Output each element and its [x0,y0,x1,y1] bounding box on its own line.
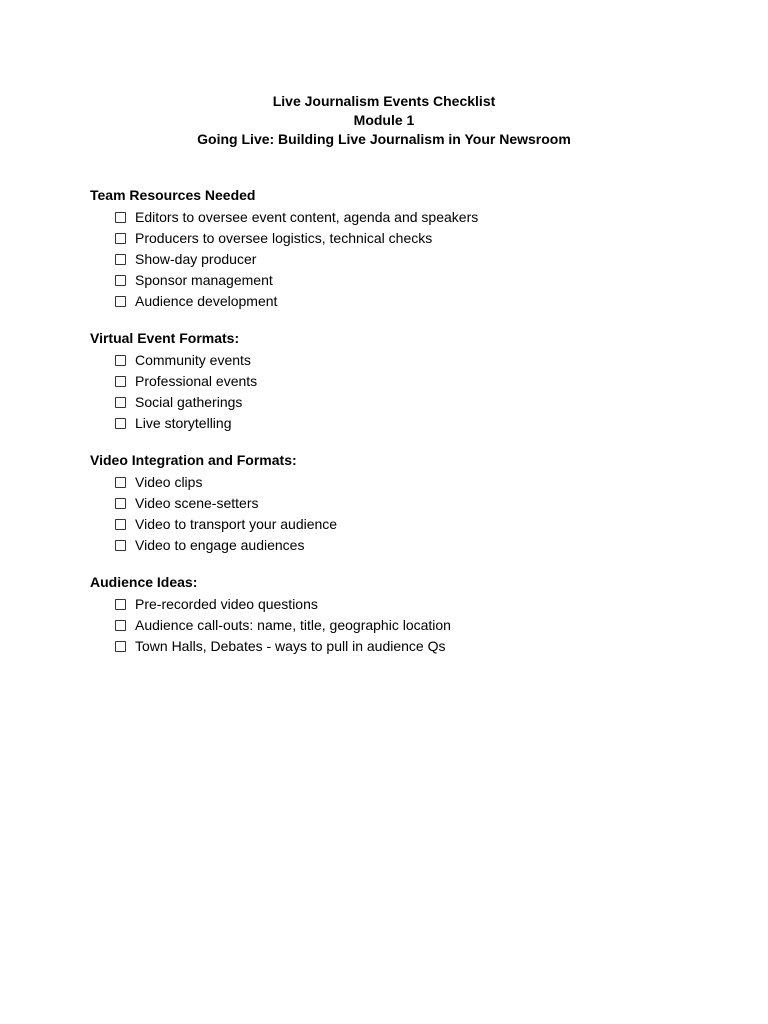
checklist-item-label: Professional events [135,373,258,389]
section-team-resources [90,186,690,312]
checklist-item-label: Community events [135,352,251,368]
section-video-integration [90,451,690,556]
document-subtitle: Going Live: Building Live Journalism in Your Newsroom [197,131,571,147]
section-heading: Video Integration and Formats: [90,452,297,468]
checkbox[interactable] [115,296,126,307]
checklist-item [90,350,690,371]
checklist-item-label: Live storytelling [135,415,232,431]
checklist-item [90,535,690,556]
checklist-item-label: Video clips [135,474,203,490]
checklist [90,207,690,312]
checkbox[interactable] [115,620,126,631]
checklist-item-label: Producers to oversee logistics, technical checks [135,230,433,246]
checkbox[interactable] [115,498,126,509]
checkbox[interactable] [115,418,126,429]
checklist-content [90,186,690,674]
checklist-item-label: Sponsor management [135,272,273,288]
checklist [90,594,690,657]
checklist-item [90,228,690,249]
checklist-item [90,636,690,657]
checkbox[interactable] [115,233,126,244]
checklist-item-label: Video to transport your audience [135,516,338,532]
section-heading: Virtual Event Formats: [90,330,240,346]
checklist-item-label: Pre-recorded video questions [135,596,318,612]
checklist-item [90,472,690,493]
checklist-item [90,493,690,514]
checklist-item [90,207,690,228]
checkbox[interactable] [115,254,126,265]
checkbox[interactable] [115,540,126,551]
section-virtual-event-formats [90,329,690,434]
checklist-item [90,291,690,312]
checkbox[interactable] [115,397,126,408]
checklist-item-label: Video scene-setters [135,495,259,511]
checkbox[interactable] [115,519,126,530]
checklist-item-label: Audience call-outs: name, title, geographic location [135,617,451,633]
checkbox[interactable] [115,376,126,387]
checklist-item [90,371,690,392]
checklist-item [90,594,690,615]
checklist-item-label: Social gatherings [135,394,243,410]
checkbox[interactable] [115,355,126,366]
section-heading: Audience Ideas: [90,574,198,590]
checklist-item-label: Audience development [135,293,278,309]
checklist-item-label: Show-day producer [135,251,257,267]
checklist [90,472,690,556]
checklist-item [90,270,690,291]
checklist [90,350,690,434]
checklist-item-label: Video to engage audiences [135,537,305,553]
checklist-item [90,514,690,535]
checkbox[interactable] [115,212,126,223]
document-title: Live Journalism Events Checklist [272,93,496,109]
checkbox[interactable] [115,477,126,488]
checkbox[interactable] [115,275,126,286]
checkbox[interactable] [115,599,126,610]
module-label: Module 1 [353,112,415,128]
checkbox[interactable] [115,641,126,652]
section-heading: Team Resources Needed [90,187,256,203]
document-header [0,92,768,149]
checklist-item-label: Editors to oversee event content, agenda and speakers [135,209,479,225]
checklist-item [90,392,690,413]
checklist-item [90,249,690,270]
section-audience-ideas [90,573,690,657]
checklist-item [90,413,690,434]
checklist-item [90,615,690,636]
checklist-item-label: Town Halls, Debates - ways to pull in audience Qs [135,638,446,654]
